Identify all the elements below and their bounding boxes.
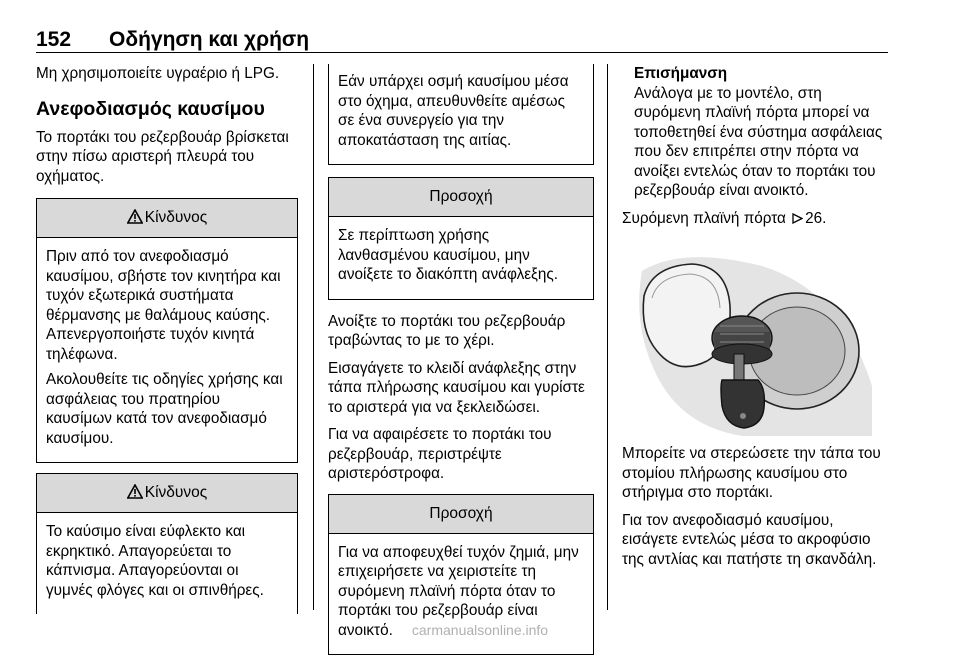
warning-triangle-icon — [127, 209, 143, 224]
danger-box-2 — [36, 473, 298, 614]
open-door-step: Ανοίξτε το πορτάκι του ρεζερβουάρ τραβώντας το με το χέρι. — [328, 312, 594, 351]
fuel-cap-illustration — [622, 236, 884, 436]
insert-key-step: Εισαγάγετε το κλειδί ανάφλεξης στην τάπα πλήρωσης καυσίμου και γυρίστε το αριστερά για να ξεκλειδώσει. — [328, 359, 594, 418]
nozzle-text: Για τον ανεφοδιασμό καυσίμου, εισάγετε εντελώς μέσα το ακροφύσιο της αντλίας και πατήστε τη σκανδάλη. — [622, 511, 888, 570]
reference-arrow-icon — [792, 213, 803, 224]
danger-box-header — [37, 199, 297, 238]
section-heading-refuelling: Ανεφοδιασμός καυσίμου — [36, 98, 298, 120]
cross-reference — [622, 209, 888, 229]
watermark: carmanualsonline.info — [0, 622, 960, 638]
danger-box-title: Κίνδυνος — [145, 209, 207, 226]
caution-box-header: Προσοχή — [329, 495, 593, 534]
note-text: Ανάλογα με το μοντέλο, στη συρόμενη πλαϊνή πόρτα μπορεί να τοποθετηθεί ένα σύστημα ασφάλειας που δεν επιτρέπει στην πόρτα να ανοίξει εντελώς όταν το πορτάκι του ρεζερβουάρ είναι ανοικτό. — [634, 84, 888, 201]
page-header — [36, 28, 888, 53]
cross-reference-text: Συρόμενη πλαϊνή πόρτα — [622, 210, 786, 227]
danger-box-continued — [328, 64, 594, 165]
fuel-door-location: Το πορτάκι του ρεζερβουάρ βρίσκεται στην πίσω αριστερή πλευρά του οχήματος. — [36, 128, 298, 187]
danger-box-title: Κίνδυνος — [145, 484, 207, 501]
lpg-note: Μη χρησιμοποιείτε υγραέριο ή LPG. — [36, 64, 298, 84]
column-divider-left — [313, 64, 314, 610]
fuel-smell-text: Εάν υπάρχει οσμή καυσίμου μέσα στο όχημα, απευθυνθείτε αμέσως σε ένα συνεργείο για την αποκατάσταση της αιτίας. — [338, 72, 584, 150]
warning-triangle-icon — [127, 484, 143, 499]
danger-text-1: Πριν από τον ανεφοδιασμό καυσίμου, σβήστε τον κινητήρα και τυχόν εξωτερικά συστήματα θέρμανσης με θαλάμους καύσης. Απενεργοποιήστε τυχόν κινητά τηλέφωνα. — [46, 247, 288, 364]
page-title: Οδήγηση και χρήση — [109, 28, 309, 52]
cap-holder-text: Μπορείτε να στερεώσετε την τάπα του στομίου πλήρωσης καυσίμου στο στήριγμα στο πορτάκι. — [622, 444, 888, 503]
caution-text-1: Σε περίπτωση χρήσης λανθασμένου καυσίμου, μην ανοίξετε το διακόπτη ανάφλεξης. — [338, 226, 584, 285]
caution-box-header: Προσοχή — [329, 178, 593, 217]
danger-text-3: Το καύσιμο είναι εύφλεκτο και εκρηκτικό. Απαγορεύεται το κάπνισμα. Απαγορεύονται οι γυμνές φλόγες και οι σπινθήρες. — [46, 522, 288, 600]
column-3 — [622, 64, 888, 577]
column-2 — [328, 64, 594, 655]
remove-cap-step: Για να αφαιρέσετε το πορτάκι του ρεζερβουάρ, περιστρέψτε αριστερόστροφα. — [328, 425, 594, 484]
danger-text-2: Ακολουθείτε τις οδηγίες χρήσης και ασφάλειας του πρατηρίου καυσίμων κατά τον ανεφοδιασμό καυσίμου. — [46, 370, 288, 448]
page-number: 152 — [36, 28, 71, 52]
cross-reference-page[interactable]: 26. — [805, 210, 826, 227]
column-1 — [36, 64, 298, 614]
column-divider-right — [607, 64, 608, 610]
caution-box-1 — [328, 177, 594, 300]
note-title: Επισήμανση — [634, 64, 888, 84]
caution-text-2: Για να αποφευχθεί τυχόν ζημιά, μην επιχειρήσετε να χειριστείτε τη συρόμενη πλαϊνή πόρτα όταν το πορτάκι του ρεζερβουάρ είναι ανοικτό. — [338, 543, 584, 641]
note-block — [622, 64, 888, 201]
danger-box-header — [37, 474, 297, 513]
danger-box-1 — [36, 198, 298, 463]
